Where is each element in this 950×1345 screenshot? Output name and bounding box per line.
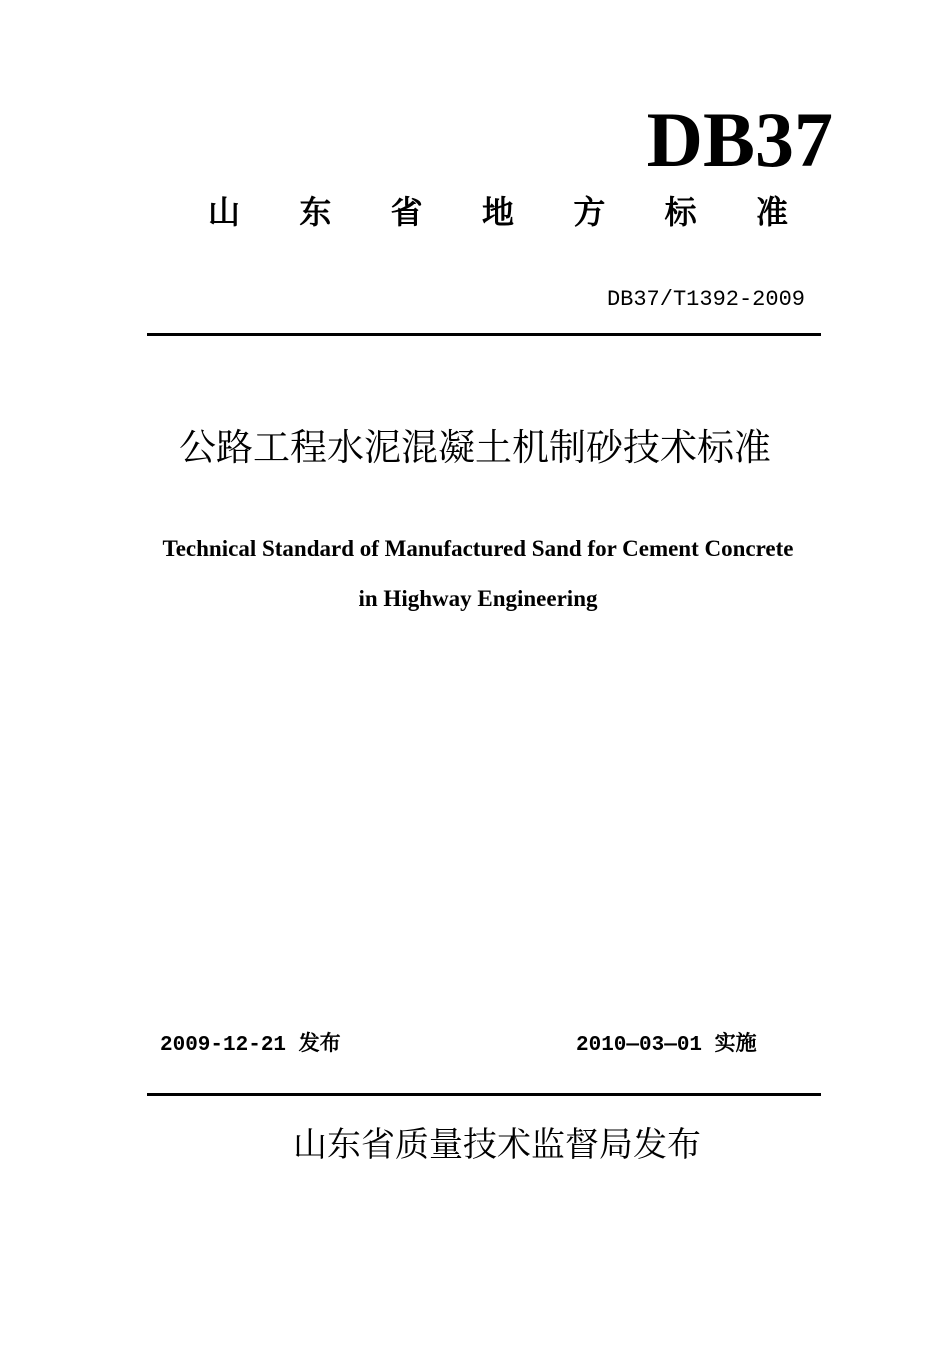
bottom-divider — [147, 1093, 821, 1096]
heading-char: 标 — [664, 193, 697, 231]
standard-code: DB37 — [646, 96, 833, 183]
heading-char: 东 — [299, 193, 332, 231]
publisher: 山东省质量技术监督局发布 — [293, 1125, 701, 1165]
heading-char: 方 — [573, 193, 606, 231]
heading-char: 准 — [755, 193, 788, 231]
title-english-line1: Technical Standard of Manufactured Sand for Cement Concrete — [162, 536, 794, 561]
top-divider — [147, 333, 821, 336]
title-english-line2: in Highway Engineering — [358, 586, 598, 611]
issue-date: 2009-12-21 发布 — [160, 1034, 341, 1057]
standard-type-heading — [208, 192, 788, 232]
heading-char: 地 — [481, 193, 514, 231]
standard-number: DB37/T1392-2009 — [606, 287, 805, 312]
heading-char: 省 — [390, 193, 423, 231]
title-chinese: 公路工程水泥混凝土机制砂技术标准 — [179, 426, 771, 469]
implementation-date: 2010—03—01 实施 — [576, 1034, 757, 1057]
heading-char: 山 — [208, 193, 241, 231]
